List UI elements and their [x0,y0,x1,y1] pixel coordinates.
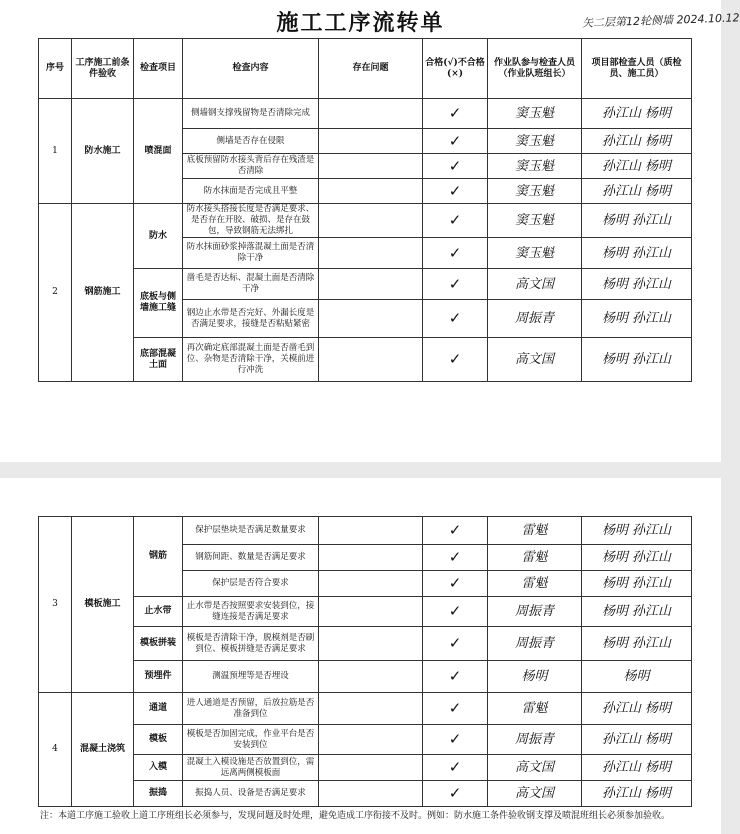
content-cell: 钢筋间距、数量是否满足要求 [183,545,319,571]
inspection-table-page-2 [38,516,692,807]
content-cell: 模板是否加固完成，作业平台是否安装到位 [183,725,319,755]
project-signature-name: 杨明 [601,311,628,326]
project-signature [582,755,692,781]
project-signature [582,571,692,597]
issue-cell [319,627,423,661]
table-row [39,517,692,545]
item-cell: 通道 [134,693,183,725]
team-signature: 周振青 [488,597,582,627]
pass-cell: ✓ [423,693,488,725]
pass-cell: ✓ [423,179,488,204]
project-signature-name: 杨明 [645,106,672,121]
project-signature-name: 杨明 [601,245,628,261]
seq-cell: 2 [39,204,72,382]
issue-cell [319,338,423,382]
project-signature [582,154,692,179]
pass-cell: ✓ [423,597,488,627]
issue-cell [319,597,423,627]
team-signature: 周振青 [488,300,582,338]
project-signature-name: 杨明 [601,213,628,228]
issue-cell [319,545,423,571]
item-cell: 预埋件 [134,661,183,693]
team-signature: 雷魁 [488,545,582,571]
project-signature-name: 孙江山 [601,786,641,801]
issue-cell [319,300,423,338]
content-cell: 防水抹面是否完成且平整 [183,179,319,204]
header-issues: 存在问题 [319,39,423,99]
project-signature [582,517,692,545]
project-signature-name: 孙江山 [601,158,641,174]
table-row [39,99,692,129]
project-signature-name: 杨明 [601,352,628,367]
project-signature [582,129,692,154]
project-signature-name: 孙江山 [601,183,641,199]
header-project: 项目部检查人员（质检员、施工员） [582,39,692,99]
footnote: 注：本道工序施工验收上道工序班组长必须参与，发现问题及时处理，避免造成工序衔接不及时。例如：防水施工条件验收钢支撑及喷混班组长必须参加验收。 [40,811,671,821]
table-row [39,338,692,382]
project-signature [582,300,692,338]
seq-cell: 1 [39,99,72,204]
item-cell: 模板拼装 [134,627,183,661]
team-signature: 窦玉魁 [488,99,582,129]
pass-cell: ✓ [423,129,488,154]
item-cell: 防水 [134,204,183,269]
project-signature-name: 孙江山 [632,352,672,367]
project-signature-name: 孙江山 [632,276,672,292]
issue-cell [319,204,423,238]
table-row [39,755,692,781]
project-signature-name: 孙江山 [632,636,672,651]
pass-cell: ✓ [423,545,488,571]
project-signature [582,781,692,807]
content-cell: 保护层垫块是否满足数量要求 [183,517,319,545]
content-cell: 侧墙是否存在侵限 [183,129,319,154]
project-signature-name: 杨明 [645,732,672,747]
issue-cell [319,99,423,129]
project-signature [582,269,692,300]
issue-cell [319,129,423,154]
project-signature [582,204,692,238]
pass-cell: ✓ [423,725,488,755]
content-cell: 钢边止水带是否完好、外漏长度是否满足要求，接缝是否粘贴紧密 [183,300,319,338]
project-signature-name: 孙江山 [632,550,672,565]
team-signature: 高文国 [488,781,582,807]
project-signature-name: 杨明 [645,786,672,801]
project-signature-name: 杨明 [645,760,672,775]
seq-cell: 3 [39,517,72,693]
project-signature-name: 杨明 [601,604,628,619]
project-signature-name: 杨明 [601,636,628,651]
team-signature: 杨明 [488,661,582,693]
content-cell: 再次确定底部混凝土面是否凿毛到位、杂物是否清除干净，关模前进行冲洗 [183,338,319,382]
pass-cell: ✓ [423,661,488,693]
pass-cell: ✓ [423,269,488,300]
content-cell: 保护层是否符合要求 [183,571,319,597]
stage-cell: 模板施工 [72,517,134,693]
document-title: 施工工序流转单 [276,10,445,36]
project-signature-name: 杨明 [645,158,672,174]
content-cell: 防水抹面砂浆掉落混凝土面是否清除干净 [183,238,319,269]
pass-cell: ✓ [423,99,488,129]
project-signature-name: 孙江山 [632,604,672,619]
item-cell: 底部混凝土面 [134,338,183,382]
issue-cell [319,269,423,300]
content-cell: 侧墙钢支撑残留物是否清除完成 [183,99,319,129]
team-signature: 雷魁 [488,693,582,725]
pass-cell: ✓ [423,781,488,807]
project-signature-name: 杨明 [601,276,628,292]
content-cell: 凿毛是否达标、混凝土面是否清除干净 [183,269,319,300]
issue-cell [319,154,423,179]
project-signature-name: 孙江山 [632,245,672,261]
content-cell: 止水带是否按照要求安装到位，接缝连接是否满足要求 [183,597,319,627]
project-signature-name: 杨明 [645,701,672,716]
item-cell: 喷混面 [134,99,183,204]
issue-cell [319,179,423,204]
content-cell: 测温预埋等是否埋设 [183,661,319,693]
project-signature [582,661,692,693]
team-signature: 周振青 [488,627,582,661]
project-signature [582,597,692,627]
pass-cell: ✓ [423,338,488,382]
table-row [39,781,692,807]
project-signature-name: 杨明 [645,183,672,199]
project-signature-name: 杨明 [645,133,672,149]
team-signature: 窦玉魁 [488,129,582,154]
table-row [39,725,692,755]
project-signature-name: 孙江山 [601,732,641,747]
project-signature-name: 孙江山 [632,213,672,228]
header-pass: 合格(√)不合格(×) [423,39,488,99]
seq-cell: 4 [39,693,72,807]
issue-cell [319,661,423,693]
pass-cell: ✓ [423,517,488,545]
content-cell: 进人通道是否预留，后放拉筋是否准备到位 [183,693,319,725]
issue-cell [319,693,423,725]
stage-cell: 混凝土浇筑 [72,693,134,807]
project-signature [582,545,692,571]
issue-cell [319,781,423,807]
table-row [39,661,692,693]
project-signature [582,99,692,129]
team-signature: 高文国 [488,269,582,300]
header-team: 作业队参与检查人员（作业队班组长） [488,39,582,99]
project-signature [582,693,692,725]
issue-cell [319,517,423,545]
team-signature: 周振青 [488,725,582,755]
content-cell: 底板预留防水接头背后存在残渣是否清除 [183,154,319,179]
content-cell: 混凝土入模设施是否放置到位，需远离两侧模板面 [183,755,319,781]
project-signature [582,725,692,755]
item-cell: 底板与侧墙施工缝 [134,269,183,338]
table-row [39,269,692,300]
team-signature: 雷魁 [488,571,582,597]
project-signature [582,627,692,661]
item-cell: 入模 [134,755,183,781]
pass-cell: ✓ [423,571,488,597]
issue-cell [319,725,423,755]
pass-cell: ✓ [423,204,488,238]
header-item: 检查项目 [134,39,183,99]
project-signature-name: 孙江山 [601,106,641,121]
item-cell: 止水带 [134,597,183,627]
project-signature-name: 杨明 [623,669,650,684]
stage-cell: 钢筋施工 [72,204,134,382]
pass-cell: ✓ [423,755,488,781]
project-signature [582,238,692,269]
issue-cell [319,571,423,597]
issue-cell [319,238,423,269]
project-signature [582,179,692,204]
team-signature: 窦玉魁 [488,204,582,238]
project-signature-name: 孙江山 [601,760,641,775]
table-row [39,597,692,627]
issue-cell [319,755,423,781]
inspection-table-page-1 [38,38,692,382]
project-signature [582,338,692,382]
project-signature-name: 孙江山 [632,576,672,591]
header-seq: 序号 [39,39,72,99]
project-signature-name: 孙江山 [632,523,672,538]
project-signature-name: 孙江山 [601,133,641,149]
content-cell: 模板是否清除干净，脱模剂是否刷到位、模板拼缝是否满足要求 [183,627,319,661]
pass-cell: ✓ [423,300,488,338]
content-cell: 振捣人员、设备是否满足要求 [183,781,319,807]
team-signature: 窦玉魁 [488,179,582,204]
project-signature-name: 杨明 [601,550,628,565]
pass-cell: ✓ [423,154,488,179]
team-signature: 窦玉魁 [488,238,582,269]
header-content: 检查内容 [183,39,319,99]
project-signature-name: 孙江山 [601,701,641,716]
table-row [39,627,692,661]
pass-cell: ✓ [423,238,488,269]
team-signature: 高文国 [488,338,582,382]
item-cell: 振捣 [134,781,183,807]
item-cell: 钢筋 [134,517,183,597]
project-signature-name: 杨明 [601,576,628,591]
pass-cell: ✓ [423,627,488,661]
team-signature: 雷魁 [488,517,582,545]
header-pre-check: 工序施工前条件验收 [72,39,134,99]
project-signature-name: 孙江山 [632,311,672,326]
project-signature-name: 杨明 [601,523,628,538]
item-cell: 模板 [134,725,183,755]
table-row [39,204,692,238]
stage-cell: 防水施工 [72,99,134,204]
content-cell: 防水接头搭接长度是否满足要求、是否存在开胶、破损、是存在鼓包，导致钢筋无法绑扎 [183,204,319,238]
table-row [39,693,692,725]
handwritten-date-note: 矢二层第12轮侧墙 2024.10.12 [581,11,740,30]
team-signature: 窦玉魁 [488,154,582,179]
team-signature: 高文国 [488,755,582,781]
